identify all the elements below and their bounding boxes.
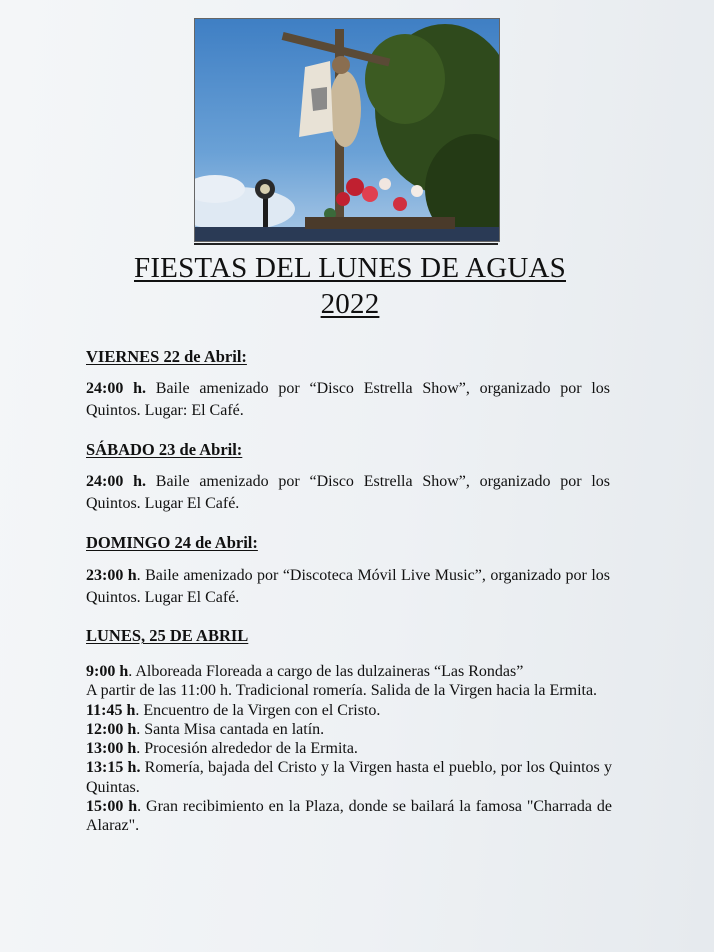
event-sunday — [86, 565, 610, 609]
schedule-time: 12:00 h — [86, 720, 137, 738]
page-title: FIESTAS DEL LUNES DE AGUAS — [134, 252, 566, 284]
day-heading-friday: VIERNES 22 de Abril: — [86, 347, 247, 366]
schedule-item — [86, 758, 612, 797]
day-heading-saturday: SÁBADO 23 de Abril: — [86, 440, 243, 459]
schedule-time: 15:00 h — [86, 798, 138, 816]
schedule-text: . Gran recibimiento en la Plaza, donde se bailará la famosa "Charrada de Alaraz". — [86, 798, 612, 835]
schedule-item — [86, 662, 612, 681]
event-friday — [86, 378, 610, 422]
schedule-text: . Alboreada Floreada a cargo de las dulzaineras “Las Rondas” — [128, 663, 524, 680]
event-time: 24:00 h. — [86, 473, 146, 490]
header-photo — [194, 18, 500, 242]
event-time: 24:00 h. — [86, 380, 146, 397]
schedule-item — [86, 739, 612, 758]
schedule-item — [86, 681, 612, 700]
page-title-year: 2022 — [320, 288, 380, 320]
event-time: 23:00 h — [86, 567, 137, 584]
schedule-time: 13:15 h. — [86, 759, 141, 777]
day-heading-sunday: DOMINGO 24 de Abril: — [86, 533, 258, 552]
schedule-text: . Encuentro de la Virgen con el Cristo. — [135, 701, 381, 719]
schedule-time: 9:00 h — [86, 663, 129, 680]
schedule-text: . Santa Misa cantada en latín. — [136, 720, 325, 738]
event-text: Baile amenizado por “Disco Estrella Show”, organizado por los Quintos. Lugar: El Café. — [86, 380, 610, 419]
schedule-text: Romería, bajada del Cristo y la Virgen hasta el pueblo, por los Quintos y Quintas. — [86, 759, 612, 796]
schedule-text: A partir de las 11:00 h. Tradicional romería. Salida de la Virgen hacia la Ermita. — [86, 682, 598, 700]
crucifix-procession-image — [195, 19, 499, 241]
schedule-text: . Procesión alrededor de la Ermita. — [136, 740, 358, 758]
divider-line — [194, 243, 498, 245]
schedule-time: 11:45 h — [86, 701, 136, 719]
event-saturday — [86, 471, 610, 515]
schedule-item — [86, 701, 612, 720]
schedule-item — [86, 797, 612, 836]
monday-schedule — [86, 662, 612, 836]
day-heading-monday: LUNES, 25 DE ABRIL — [86, 626, 249, 645]
event-text: Baile amenizado por “Disco Estrella Show”, organizado por los Quintos. Lugar El Café. — [86, 473, 610, 512]
schedule-item — [86, 720, 612, 739]
schedule-time: 13:00 h — [86, 740, 137, 758]
event-text: . Baile amenizado por “Discoteca Móvil Live Music”, organizado por los Quintos. Lugar El Café. — [86, 567, 610, 606]
